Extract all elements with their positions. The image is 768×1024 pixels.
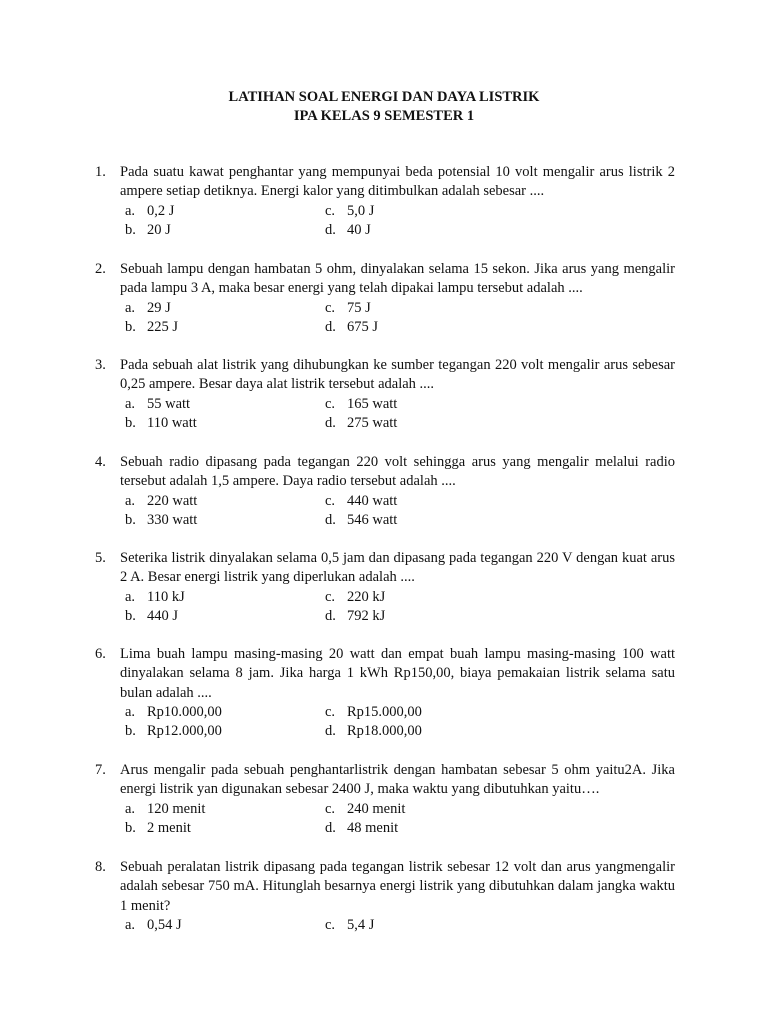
- question-7: [95, 761, 675, 838]
- question-4: [95, 453, 675, 530]
- option-c: c. 240 menit: [325, 800, 406, 817]
- question-6: [95, 645, 675, 741]
- option-a: a. 110 kJ: [125, 588, 185, 605]
- option-b: b. 440 J: [125, 607, 179, 624]
- question-5: [95, 549, 675, 626]
- option-c: c. Rp15.000,00: [325, 703, 422, 720]
- option-a: a. Rp10.000,00: [125, 703, 222, 720]
- question-number: 2.: [95, 261, 106, 277]
- option-a: a. 120 menit: [125, 800, 206, 817]
- option-b: b. 225 J: [125, 318, 179, 335]
- question-text: Pada suatu kawat penghantar yang mempunyai beda potensial 10 volt mengalir arus listrik 2 ampere setiap detiknya. Energi kalor yang ditimbulkan adalah sebesar ....: [120, 164, 675, 200]
- question-text: Lima buah lampu masing-masing 20 watt dan empat buah lampu masing-masing 100 watt dinyalakan selama 8 jam. Jika harga 1 kWh Rp150,00, biaya pemakaian listrik selama satu bulan adalah ....: [120, 646, 675, 701]
- option-d: d. 675 J: [325, 318, 379, 335]
- option-c: c. 165 watt: [325, 395, 398, 412]
- question-number: 3.: [95, 357, 106, 373]
- question-number: 8.: [95, 859, 106, 875]
- option-b: b. 2 menit: [125, 819, 191, 836]
- option-d: d. 275 watt: [325, 414, 398, 431]
- answer-options: [120, 916, 675, 935]
- answer-options: [120, 703, 675, 742]
- option-c: c. 5,4 J: [325, 916, 375, 933]
- option-c: c. 75 J: [325, 299, 371, 316]
- question-number: 1.: [95, 164, 106, 180]
- question-number: 5.: [95, 550, 106, 566]
- answer-options: [120, 492, 675, 531]
- question-1: [95, 163, 675, 240]
- question-text: Seterika listrik dinyalakan selama 0,5 jam dan dipasang pada tegangan 220 V dengan kuat arus 2 A. Besar energi listrik yang diperlukan adalah ....: [120, 550, 675, 586]
- question-text: Pada sebuah alat listrik yang dihubungkan ke sumber tegangan 220 volt mengalir arus sebesar 0,25 ampere. Besar daya alat listrik tersebut adalah ....: [120, 357, 675, 393]
- question-8: [95, 858, 675, 935]
- answer-options: [120, 588, 675, 627]
- question-number: 7.: [95, 762, 106, 778]
- option-b: b. 330 watt: [125, 511, 198, 528]
- option-a: a. 55 watt: [125, 395, 191, 412]
- option-a: a. 0,54 J: [125, 916, 182, 933]
- answer-options: [120, 395, 675, 434]
- question-number: 6.: [95, 646, 106, 662]
- question-3: [95, 356, 675, 433]
- option-a: a. 220 watt: [125, 492, 198, 509]
- option-c: c. 220 kJ: [325, 588, 386, 605]
- option-c: c. 440 watt: [325, 492, 398, 509]
- document-title: LATIHAN SOAL ENERGI DAN DAYA LISTRIK: [228, 89, 540, 105]
- answer-options: [120, 800, 675, 839]
- question-number: 4.: [95, 454, 106, 470]
- question-text: Sebuah lampu dengan hambatan 5 ohm, dinyalakan selama 15 sekon. Jika arus yang mengalir pada lampu 3 A, maka besar energi yang telah dipakai lampu tersebut adalah ....: [120, 261, 675, 297]
- option-b: b. 110 watt: [125, 414, 197, 431]
- question-text: Sebuah peralatan listrik dipasang pada tegangan listrik sebesar 12 volt dan arus yangmengalir adalah sebesar 750 mA. Hitunglah besarnya energi listrik yang dibutuhkan dalam jangka waktu 1 menit?: [120, 859, 675, 914]
- answer-options: [120, 299, 675, 338]
- option-d: d. Rp18.000,00: [325, 723, 422, 740]
- document-subtitle: IPA KELAS 9 SEMESTER 1: [293, 108, 475, 124]
- option-b: b. Rp12.000,00: [125, 723, 222, 740]
- question-text: Arus mengalir pada sebuah penghantarlistrik dengan hambatan sebesar 5 ohm yaitu2A. Jika energi listrik yan digunakan sebesar 2400 J, maka waktu yang dibutuhkan yaitu….: [120, 762, 675, 798]
- option-d: d. 546 watt: [325, 511, 398, 528]
- option-d: d. 40 J: [325, 221, 371, 238]
- question-2: [95, 260, 675, 337]
- option-c: c. 5,0 J: [325, 202, 375, 219]
- option-d: d. 48 menit: [325, 819, 399, 836]
- answer-options: [120, 202, 675, 241]
- option-b: b. 20 J: [125, 221, 171, 238]
- option-a: a. 0,2 J: [125, 202, 175, 219]
- question-text: Sebuah radio dipasang pada tegangan 220 volt sehingga arus yang mengalir melalui radio tersebut adalah 1,5 ampere. Daya radio tersebut adalah ....: [120, 454, 675, 490]
- option-a: a. 29 J: [125, 299, 171, 316]
- option-d: d. 792 kJ: [325, 607, 386, 624]
